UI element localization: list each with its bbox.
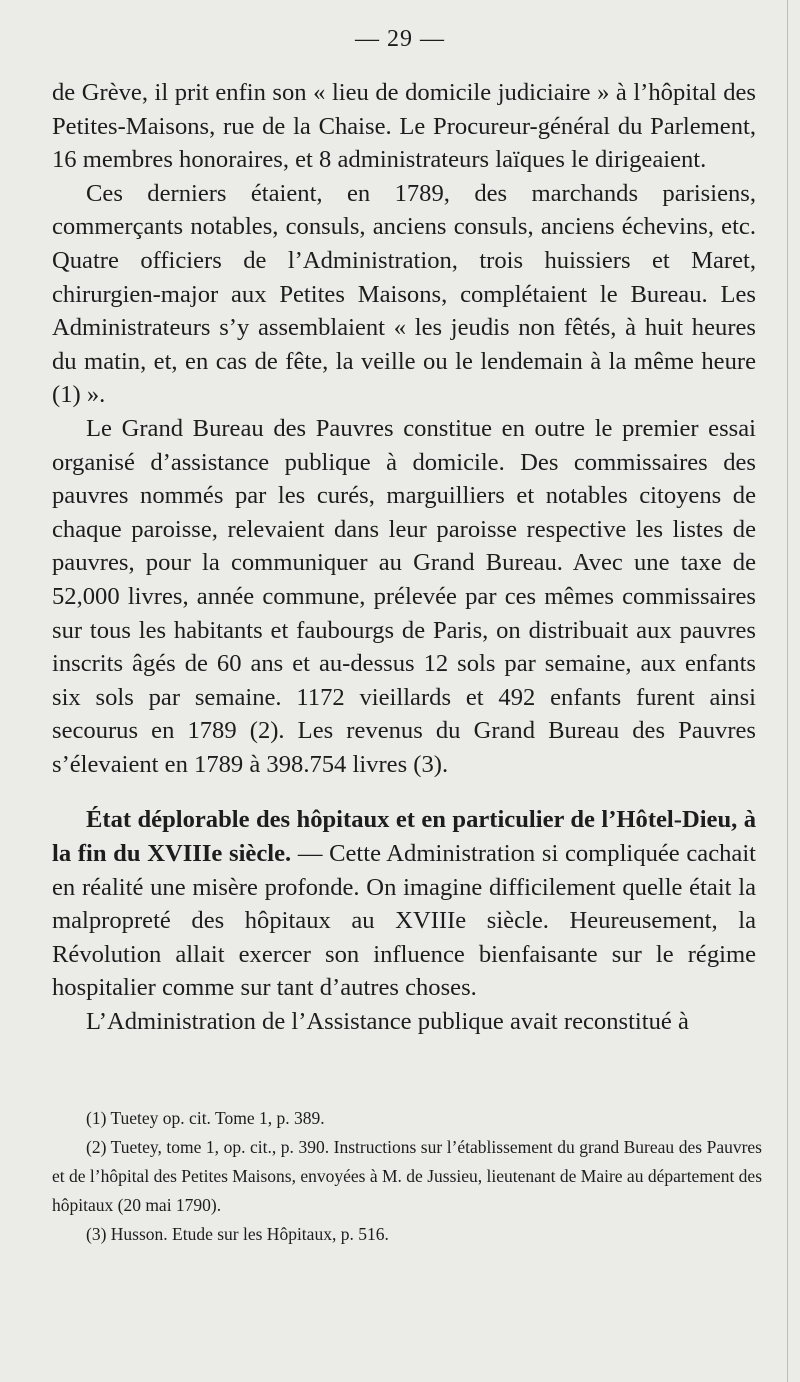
section-text: — Cette Administration si compliquée cachait en réalité une misère profonde. On imagine difficilement quelle était la malpropreté des hôpitaux au XVIIIe siècle. Heureusement, la Révolution allait exercer son influence bienfaisante sur le régime hospitalier comme sur tant d’autres choses.: [52, 840, 756, 1002]
section-gap: [52, 781, 756, 803]
paragraph-continuation: de Grève, il prit enfin son « lieu de domicile judiciaire » à l’hôpital des Petites-Maisons, rue de la Chaise. Le Procureur-général du Parlement, 16 membres honoraires, et 8 administrateurs laïques le dirigeaient.: [52, 79, 756, 174]
footnotes: [52, 1104, 762, 1249]
footnote-3: (3) Husson. Etude sur les Hôpitaux, p. 516.: [86, 1224, 389, 1244]
section-paragraph: [52, 803, 756, 1005]
page-edge: [787, 0, 788, 1382]
paragraph-grand-bureau: Le Grand Bureau des Pauvres constitue en outre le premier essai organisé d’assistance publique à domicile. Des commissaires des pauvres nommés par les curés, marguilliers et notables citoyens de chaque paroisse, relevaient dans leur paroisse respective les listes de pauvres, pour la communiquer au Grand Bureau. Avec une taxe de 52,000 livres, année commune, prélevée par ces mêmes commissaires sur tous les habitants et faubourgs de Paris, on distribuait aux pauvres inscrits âgés de 60 ans et au-dessus 12 sols par semaine, aux enfants six sols par semaine. 1172 vieillards et 492 enfants furent ainsi secourus en 1789 (2). Les revenus du Grand Bureau des Pauvres s’élevaient en 1789 à 398.754 livres (3).: [52, 414, 756, 778]
paragraph-administrators: Ces derniers étaient, en 1789, des marchands parisiens, commerçants notables, consuls, anciens consuls, anciens échevins, etc. Quatre officiers de l’Administration, trois huissiers et Maret, chirurgien-major aux Petites Maisons, complétaient le Bureau. Les Administrateurs s’y assemblaient « les jeudis non fêtés, à huit heures du matin, et, en cas de fête, la veille ou le lendemain à la même heure (1) ».: [52, 179, 756, 409]
footnote-1: (1) Tuetey op. cit. Tome 1, p. 389.: [86, 1108, 325, 1128]
paragraph-last: L’Administration de l’Assistance publique avait reconstitué à: [86, 1008, 689, 1036]
page-number: — 29 —: [355, 26, 445, 52]
main-text: [52, 76, 756, 1039]
section-heading: État déplorable des hôpitaux et en particulier de l’Hôtel-Dieu, à la fin du XVIIIe siècle.: [52, 806, 756, 868]
footnote-2: (2) Tuetey, tome 1, op. cit., p. 390. Instructions sur l’établissement du grand Bureau des Pauvres et de l’hôpital des Petites Maisons, envoyées à M. de Jussieu, lieutenant de Maire au département des hôpitaux (20 mai 1790).: [52, 1137, 763, 1215]
